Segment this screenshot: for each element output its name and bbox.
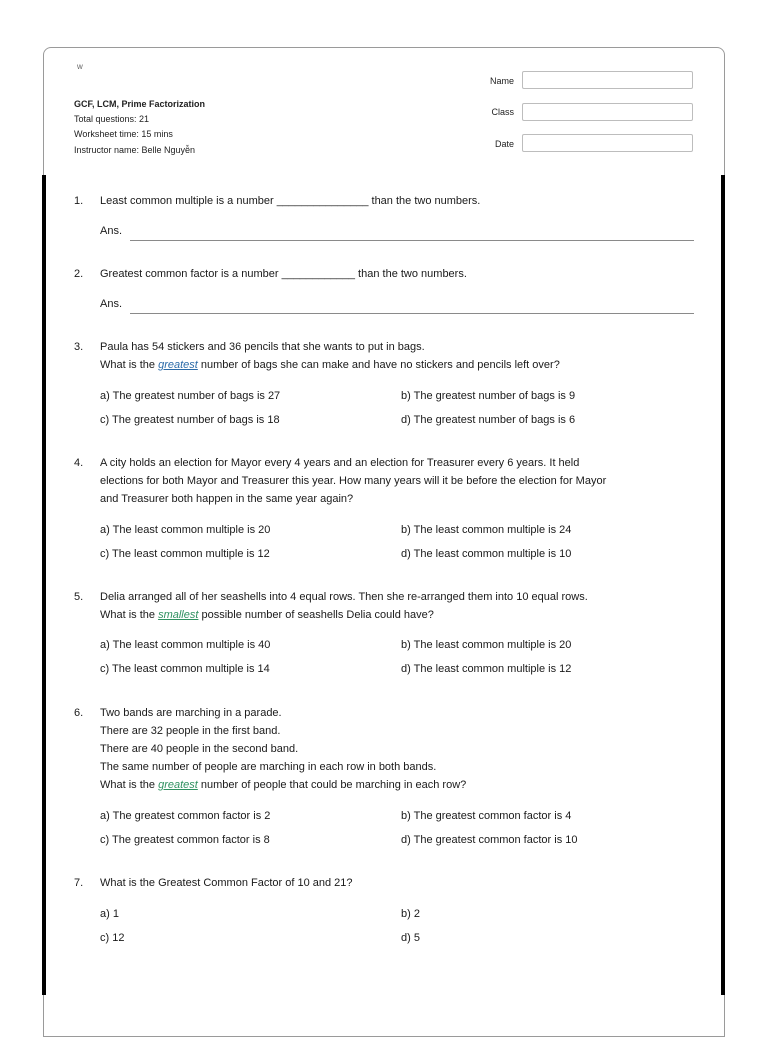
answer-option[interactable]: d) The least common multiple is 12 (401, 663, 572, 675)
fill-blank: ____________ (281, 268, 355, 280)
answer-option[interactable]: c) 12 (100, 932, 125, 944)
answer-label: Ans. (100, 225, 123, 237)
fill-blank: _______________ (276, 195, 369, 207)
answer-option[interactable]: a) The greatest common factor is 2 (100, 810, 271, 822)
question-number: 5. (74, 591, 84, 603)
name-field[interactable] (522, 71, 693, 89)
answer-option[interactable]: d) The least common multiple is 10 (401, 548, 572, 560)
answer-option[interactable]: d) 5 (401, 932, 420, 944)
keyword-highlight: greatest (158, 779, 198, 791)
page-edge-right (721, 175, 725, 995)
question-text: What is the Greatest Common Factor of 10 and 21? (100, 877, 353, 889)
date-label: Date (494, 139, 514, 149)
keyword-highlight: smallest (158, 609, 199, 621)
keyword-highlight: greatest (158, 359, 198, 371)
answer-label: Ans. (100, 298, 123, 310)
answer-option[interactable]: c) The least common multiple is 14 (100, 663, 270, 675)
worksheet-title: GCF, LCM, Prime Factorization (74, 99, 206, 109)
answer-input-line[interactable] (130, 313, 694, 314)
question-text: Paula has 54 stickers and 36 pencils that she wants to put in bags. What is the greatest number of bags she can make and have no stickers and pencils left over? (100, 341, 560, 371)
question-number: 3. (74, 341, 84, 353)
answer-option[interactable]: a) 1 (100, 908, 119, 920)
date-field[interactable] (522, 134, 693, 152)
question-text: Two bands are marching in a parade. There are 32 people in the first band. There are 40 people in the second band. The same number of people are marching in each row in both bands. What is the greatest number of people that could be marching in each row? (100, 707, 467, 791)
question-number: 2. (74, 268, 84, 280)
answer-option[interactable]: c) The least common multiple is 12 (100, 548, 270, 560)
question-text: Least common multiple is a number _______________ than the two numbers. (100, 195, 481, 207)
answer-option[interactable]: b) The least common multiple is 24 (401, 524, 572, 536)
total-questions: Total questions: 21 (74, 114, 150, 124)
answer-option[interactable]: c) The greatest common factor is 8 (100, 834, 270, 846)
question-text: A city holds an election for Mayor every 4 years and an election for Treasurer every 6 years. It held elections for both Mayor and Treasurer this year. How many years will it be before the election for Mayor and Treasurer both happen in the same year again? (100, 457, 607, 505)
answer-option[interactable]: b) The least common multiple is 20 (401, 639, 572, 651)
instructor-name: Instructor name: Belle Nguyễn (74, 145, 196, 155)
question-number: 4. (74, 457, 84, 469)
name-label: Name (489, 76, 514, 86)
answer-input-line[interactable] (130, 240, 694, 241)
class-field[interactable] (522, 103, 693, 121)
question-number: 7. (74, 877, 84, 889)
question-number: 1. (74, 195, 84, 207)
answer-option[interactable]: a) The greatest number of bags is 27 (100, 390, 281, 402)
question-text: Delia arranged all of her seashells into 4 equal rows. Then she re-arranged them into 10 equal rows. What is the smallest possible number of seashells Delia could have? (100, 591, 588, 621)
class-label: Class (491, 107, 514, 117)
worksheet-time: Worksheet time: 15 mins (74, 129, 173, 139)
answer-option[interactable]: d) The greatest number of bags is 6 (401, 414, 576, 426)
question-text: Greatest common factor is a number ____________ than the two numbers. (100, 268, 467, 280)
answer-option[interactable]: b) The greatest number of bags is 9 (401, 390, 576, 402)
answer-option[interactable]: a) The least common multiple is 20 (100, 524, 271, 536)
page-edge-left (42, 175, 46, 995)
question-number: 6. (74, 707, 84, 719)
answer-option[interactable]: d) The greatest common factor is 10 (401, 834, 578, 846)
logo-icon: w (77, 62, 83, 71)
answer-option[interactable]: c) The greatest number of bags is 18 (100, 414, 280, 426)
answer-option[interactable]: b) The greatest common factor is 4 (401, 810, 572, 822)
answer-option[interactable]: b) 2 (401, 908, 420, 920)
answer-option[interactable]: a) The least common multiple is 40 (100, 639, 271, 651)
